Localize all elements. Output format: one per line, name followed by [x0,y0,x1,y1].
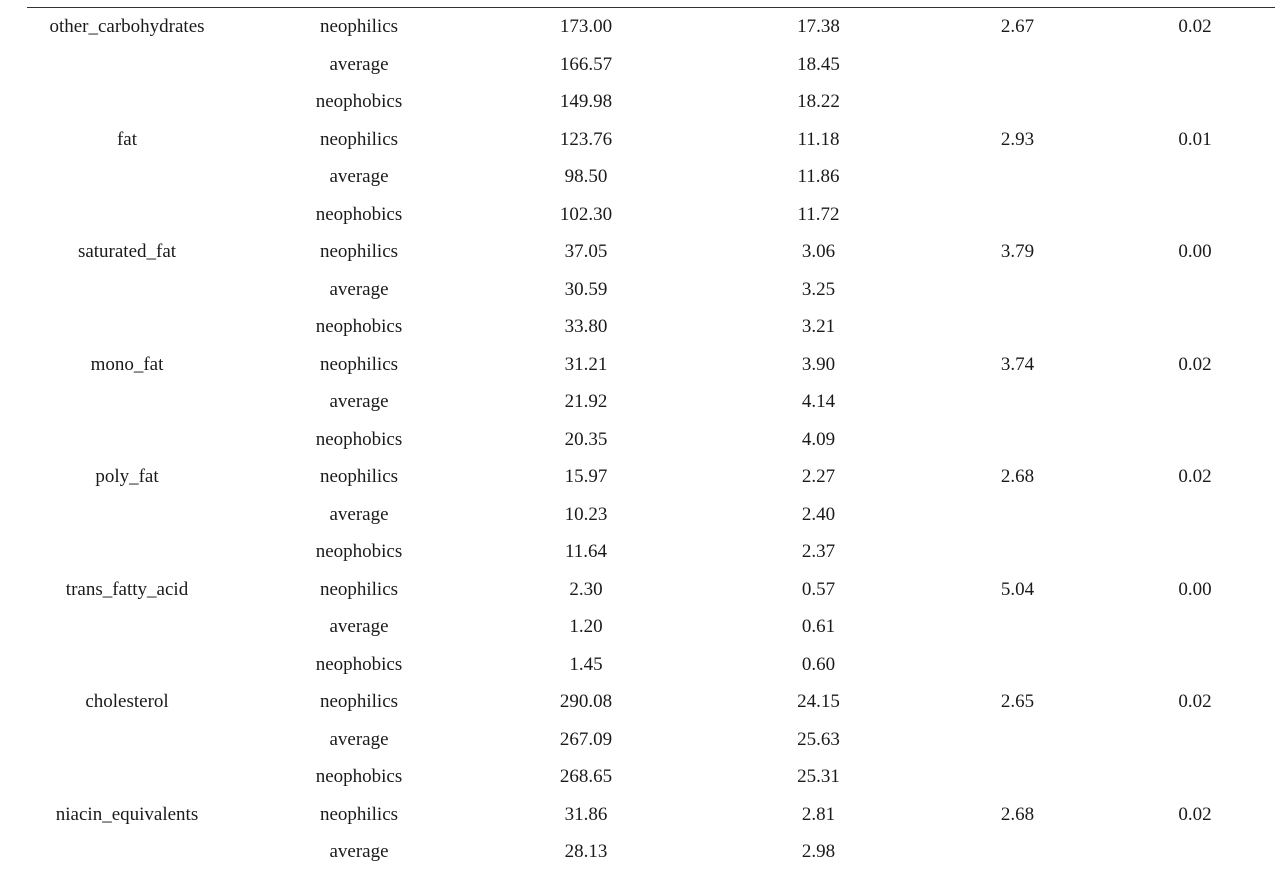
cell-mean: 15.97 [564,466,608,488]
cell-group: neophobics [315,428,403,450]
cell-p-value [1106,496,1284,534]
cell-p-value [1106,608,1284,646]
cell-mean: 30.59 [564,278,608,300]
cell-mean: 37.05 [564,241,608,263]
cell-sd: 4.14 [801,391,836,413]
cell-group: neophobics [315,653,403,675]
cell-variable: poly_fat [95,466,159,488]
cell-group: neophilics [319,353,399,375]
cell-p-value [1106,646,1284,684]
cell-group: neophilics [319,578,399,600]
cell-group: average [329,728,389,750]
cell-mean: 21.92 [564,391,608,413]
table-row [0,233,1284,271]
cell-group: neophilics [319,803,399,825]
table-row [0,608,1284,646]
cell-variable [0,196,254,234]
cell-f-value: 2.68 [1000,803,1035,825]
cell-variable: other_carbohydrates [49,16,205,38]
cell-p-value [1106,758,1284,796]
table-row [0,458,1284,496]
cell-f-value [929,383,1106,421]
cell-group: neophilics [319,466,399,488]
table-row [0,383,1284,421]
cell-group: average [329,503,389,525]
table-row [0,271,1284,309]
cell-sd: 2.27 [801,466,836,488]
cell-variable [0,608,254,646]
cell-variable [0,533,254,571]
cell-sd: 3.25 [801,278,836,300]
cell-p-value [1106,421,1284,459]
cell-mean: 31.86 [564,803,608,825]
cell-f-value [929,758,1106,796]
cell-mean: 28.13 [564,841,608,863]
table-row [0,533,1284,571]
cell-group: average [329,278,389,300]
cell-sd: 2.40 [801,503,836,525]
cell-variable [0,758,254,796]
cell-sd: 18.22 [797,91,840,113]
cell-f-value [929,46,1106,84]
cell-mean: 123.76 [559,128,613,150]
cell-sd: 18.45 [797,53,840,75]
cell-group: neophobics [315,541,403,563]
cell-f-value: 2.65 [1000,691,1035,713]
table-row [0,646,1284,684]
cell-variable [0,496,254,534]
cell-sd: 4.09 [801,428,836,450]
table-row [0,46,1284,84]
cell-sd: 3.21 [801,316,836,338]
table-row [0,196,1284,234]
table-body [0,8,1284,871]
cell-sd: 25.31 [797,766,840,788]
cell-mean: 102.30 [559,203,613,225]
cell-mean: 31.21 [564,353,608,375]
cell-variable [0,646,254,684]
cell-variable: trans_fatty_acid [65,578,189,600]
table-row [0,121,1284,159]
cell-mean: 290.08 [559,691,613,713]
cell-variable: mono_fat [90,353,164,375]
cell-variable [0,46,254,84]
cell-p-value: 0.00 [1178,578,1212,600]
cell-group: average [329,53,389,75]
cell-group: neophobics [315,316,403,338]
cell-variable [0,308,254,346]
table-row [0,421,1284,459]
cell-sd: 0.60 [801,653,836,675]
cell-f-value: 5.04 [1000,578,1035,600]
table-row [0,796,1284,834]
cell-variable: cholesterol [85,691,169,713]
cell-p-value [1106,833,1284,871]
cell-f-value: 2.67 [1000,16,1035,38]
cell-variable [0,83,254,121]
cell-variable: saturated_fat [77,241,177,263]
cell-mean: 1.20 [569,616,603,638]
cell-sd: 11.86 [797,166,840,188]
cell-sd: 2.98 [801,841,836,863]
cell-mean: 1.45 [569,653,603,675]
table-row [0,346,1284,384]
cell-mean: 98.50 [564,166,608,188]
cell-f-value: 3.74 [1000,353,1035,375]
cell-mean: 20.35 [564,428,608,450]
cell-f-value: 2.93 [1000,128,1035,150]
cell-group: neophobics [315,91,403,113]
cell-sd: 2.37 [801,541,836,563]
cell-p-value [1106,46,1284,84]
cell-mean: 149.98 [559,91,613,113]
cell-variable [0,721,254,759]
cell-sd: 11.72 [797,203,840,225]
table-row [0,833,1284,871]
cell-mean: 267.09 [559,728,613,750]
cell-group: average [329,841,389,863]
cell-sd: 3.90 [801,353,836,375]
cell-variable: fat [116,128,138,150]
table-row [0,83,1284,121]
cell-mean: 33.80 [564,316,608,338]
table-row [0,496,1284,534]
cell-f-value [929,308,1106,346]
table-row [0,758,1284,796]
cell-group: neophilics [319,241,399,263]
table-row [0,721,1284,759]
cell-mean: 2.30 [569,578,603,600]
cell-mean: 268.65 [559,766,613,788]
cell-f-value [929,271,1106,309]
table-row [0,683,1284,721]
cell-group: neophobics [315,766,403,788]
nutrient-table [0,8,1284,871]
cell-p-value: 0.02 [1178,16,1212,38]
cell-f-value [929,533,1106,571]
cell-group: neophilics [319,16,399,38]
cell-p-value [1106,196,1284,234]
cell-mean: 166.57 [559,53,613,75]
cell-variable [0,421,254,459]
cell-sd: 3.06 [801,241,836,263]
cell-sd: 25.63 [797,728,840,750]
cell-p-value [1106,158,1284,196]
table-row [0,158,1284,196]
cell-p-value [1106,383,1284,421]
cell-group: average [329,166,389,188]
cell-p-value: 0.02 [1178,691,1212,713]
cell-p-value: 0.02 [1178,803,1212,825]
cell-sd: 0.57 [801,578,836,600]
cell-sd: 17.38 [797,16,840,38]
cell-group: average [329,616,389,638]
cell-f-value [929,608,1106,646]
cell-variable [0,383,254,421]
cell-p-value [1106,308,1284,346]
table-row [0,308,1284,346]
cell-mean: 10.23 [564,503,608,525]
cell-p-value: 0.00 [1178,241,1212,263]
cell-f-value [929,421,1106,459]
cell-group: average [329,391,389,413]
cell-f-value [929,83,1106,121]
cell-group: neophilics [319,691,399,713]
cell-f-value [929,158,1106,196]
table-row [0,571,1284,609]
cell-f-value [929,833,1106,871]
cell-f-value [929,196,1106,234]
cell-f-value [929,496,1106,534]
cell-variable [0,833,254,871]
cell-p-value [1106,83,1284,121]
cell-f-value [929,646,1106,684]
cell-mean: 173.00 [559,16,613,38]
cell-group: neophilics [319,128,399,150]
cell-variable [0,158,254,196]
cell-p-value: 0.02 [1178,353,1212,375]
cell-p-value [1106,533,1284,571]
cell-mean: 11.64 [564,541,608,563]
cell-f-value: 2.68 [1000,466,1035,488]
table-row [0,8,1284,46]
cell-f-value: 3.79 [1000,241,1035,263]
cell-f-value [929,721,1106,759]
cell-variable: niacin_equivalents [55,803,199,825]
cell-sd: 11.18 [797,128,840,150]
cell-p-value [1106,271,1284,309]
cell-sd: 24.15 [797,691,840,713]
cell-variable [0,271,254,309]
cell-sd: 0.61 [801,616,836,638]
cell-p-value [1106,721,1284,759]
cell-group: neophobics [315,203,403,225]
cell-p-value: 0.02 [1178,466,1212,488]
cell-p-value: 0.01 [1178,128,1212,150]
cell-sd: 2.81 [801,803,836,825]
